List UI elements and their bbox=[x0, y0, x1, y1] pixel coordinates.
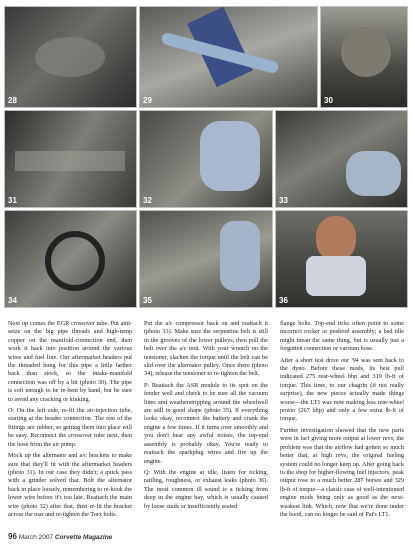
paragraph: Q: With the engine at idle, listen for ticking, rattling, roughness, or exhaust leaks (photo 36). The most common ill sound is a ticking from deep in the engine bay, which is usually caused by loose studs or insufficiently seated bbox=[144, 468, 268, 510]
paragraph: flange bolts. Top-end ticks often point to some incorrect rocker or pushrod assembly; a bad idle might mean the same thing, but is usually just a forgotten connection or vacuum hose. bbox=[280, 320, 404, 353]
photo-number: 34 bbox=[8, 296, 17, 305]
paragraph: Further investigation showed that the new parts were in fact giving more output at lower revs; the problem was that the airflow had gotten so much better that, at high revs, the original fueling system could no longer keep up. After going back to the shop for higher-flowing fuel injectors, peak output rose to a much better 287 horses and 329 lb-ft of torque—a classic case of well-intentioned engine mods being only as good as the next-weakest link. Which, now that we're done under the hood, can no longer be said of Pat's LT1. bbox=[280, 426, 404, 518]
photo-number: 36 bbox=[279, 296, 288, 305]
page-number: 96 bbox=[8, 532, 17, 541]
photo-33 bbox=[275, 110, 408, 208]
photo-number: 31 bbox=[8, 196, 17, 205]
paragraph: Mock up the alternator and a/c brackets to make sure that they'll fit with the aftermarket headers (photo 31). In our case they didn't; a quick pass with a grinder solved that. Bolt the alternator back in place loosely, remembering to re-hook the lower wire before it's too late. Reattach the main wire (photo 32) after that, then re-fit the bracket across the rear and re-tighten the Torx bolts. bbox=[8, 452, 132, 518]
paragraph: O: On the left side, re-fit the air-injection tube, starting at the header connection. The rest of the fittings are rubber, so getting them into place will be easy. Reconnect the crossover tube next, then the hose from the air pump. bbox=[8, 407, 132, 448]
text-column-2 bbox=[144, 320, 268, 514]
photo-30 bbox=[320, 6, 408, 108]
magazine-name: Corvette Magazine bbox=[54, 534, 113, 541]
photo-number: 29 bbox=[143, 96, 152, 105]
photo-32 bbox=[139, 110, 273, 208]
text-column-1 bbox=[8, 320, 132, 522]
photo-number: 32 bbox=[143, 196, 152, 205]
photo-29 bbox=[139, 6, 318, 108]
text-column-3 bbox=[280, 320, 404, 522]
issue-date: March 2007 bbox=[18, 534, 54, 541]
photo-number: 28 bbox=[8, 96, 17, 105]
paragraph: P: Reattach the ASR module to its spot on the fender well and check to be sure all the vacuum lines and weatherstripping around the wheelwell are still in good shape (photo 35). If everything looks okay, reconnect the battery and crank the engine a few times. If it turns over smoothly and you don't hear any awful noises, the top-end assembly is probably okay. You're ready to reattach the sparkplug wires and fire up the engine. bbox=[144, 381, 268, 465]
photo-36 bbox=[275, 210, 408, 308]
article-body bbox=[8, 320, 404, 528]
paragraph: Put the a/c compressor back on and reattach it (photo 33). Make sure the serpentine belt is still in the grooves of the lower pulleys, then pull the belt over the a/c unit. With your wrench on the tensioner, slacken the torque until the belt can be slid over the alternator pulley. Once there (photo 34), release the tensioner to re-tighten the belt. bbox=[144, 320, 268, 378]
photo-number: 30 bbox=[324, 96, 333, 105]
photo-28 bbox=[4, 6, 137, 108]
photo-34 bbox=[4, 210, 137, 308]
photo-31 bbox=[4, 110, 137, 208]
photo-number: 33 bbox=[279, 196, 288, 205]
photo-number: 35 bbox=[143, 296, 152, 305]
paragraph: Next up comes the EGR crossover tube. Put anti-seize on the big pipe threads and high-temp copper on the manifold-connection end, then work it back into position around the various wires and fuel line. Our aftermarket headers put the threaded bung for this pipe a little farther back than stock, so the intake-manifold connection was off by a bit (photo 30). The pipe is soft enough to be re-bent by hand, but be sure to avoid any cracking or kinking. bbox=[8, 320, 132, 403]
paragraph: After a short test drive our '94 was sent back to the dyno. Before these mods, its best pull indicated 275 rear-wheel bhp and 319 lb-ft of torque. This time, to our chagrin (if not really surprise), the new pieces actually made things worse—the LT1 was now making less rear-wheel power (267 bhp) and only a few extra lb-ft of torque. bbox=[280, 356, 404, 423]
photo-35 bbox=[139, 210, 273, 308]
page-footer bbox=[8, 532, 404, 544]
